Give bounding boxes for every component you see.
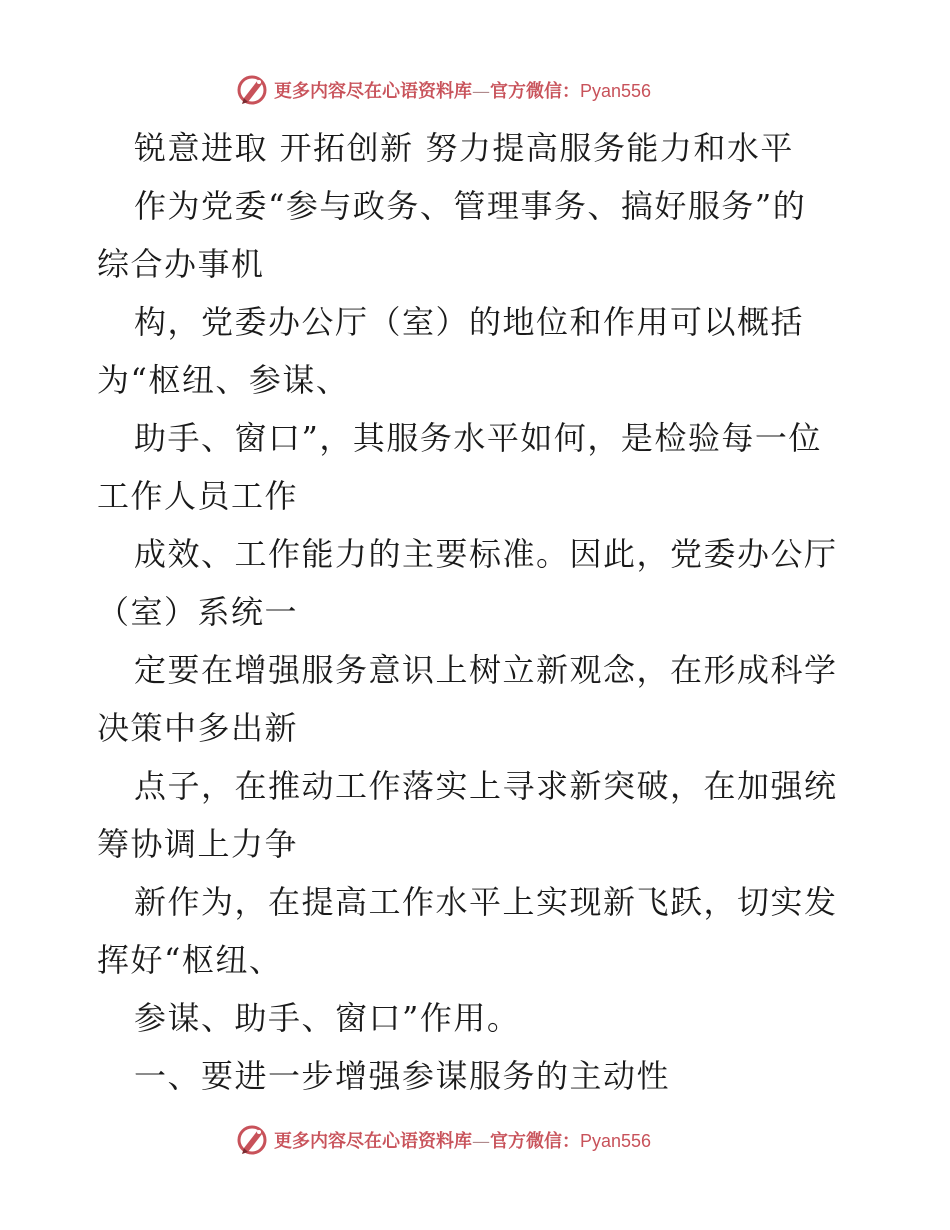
watermark-label: 官方微信： xyxy=(490,1131,580,1152)
paragraph-line: 作为党委“参与政务、管理事务、搞好服务”的 xyxy=(134,187,807,225)
watermark-separator: — xyxy=(472,1131,490,1152)
paragraph-line: 构，党委办公厅（室）的地位和作用可以概括 xyxy=(134,303,805,341)
paragraph-line: 挥好“枢纽、 xyxy=(97,941,283,979)
watermark-label: 官方微信： xyxy=(490,81,580,102)
paragraph-line: 参谋、助手、窗口”作用。 xyxy=(134,999,521,1037)
watermark-site: 更多内容尽在心语资料库 xyxy=(274,81,472,102)
watermark-site: 更多内容尽在心语资料库 xyxy=(274,1131,472,1152)
pen-logo-icon xyxy=(234,72,270,108)
paragraph-line: （室）系统一 xyxy=(97,593,299,631)
document-title: 锐意进取 开拓创新 努力提高服务能力和水平 xyxy=(134,129,794,167)
paragraph-line: 为“枢纽、参谋、 xyxy=(97,361,350,399)
watermark-separator: — xyxy=(472,81,490,102)
paragraph-line: 筹协调上力争 xyxy=(97,825,299,863)
watermark-text xyxy=(274,1127,651,1153)
watermark-group xyxy=(234,1120,651,1160)
pen-logo-icon xyxy=(234,1122,270,1158)
paragraph-line: 综合办事机 xyxy=(97,245,265,283)
watermark-account: Pyan556 xyxy=(580,1131,652,1151)
footer-watermark xyxy=(0,1120,950,1160)
watermark-account: Pyan556 xyxy=(580,81,652,101)
paragraph-line: 决策中多出新 xyxy=(97,709,299,747)
watermark-text xyxy=(274,77,651,103)
paragraph-line: 定要在增强服务意识上树立新观念，在形成科学 xyxy=(134,651,838,689)
section-heading: 一、要进一步增强参谋服务的主动性 xyxy=(134,1057,671,1095)
watermark-group xyxy=(234,70,651,110)
paragraph-line: 助手、窗口”，其服务水平如何，是检验每一位 xyxy=(134,419,822,457)
paragraph-line: 新作为，在提高工作水平上实现新飞跃，切实发 xyxy=(134,883,838,921)
paragraph-line: 点子，在推动工作落实上寻求新突破，在加强统 xyxy=(134,767,838,805)
header-watermark xyxy=(0,70,950,110)
paragraph-line: 工作人员工作 xyxy=(97,477,299,515)
paragraph-line: 成效、工作能力的主要标准。因此，党委办公厅 xyxy=(134,535,838,573)
